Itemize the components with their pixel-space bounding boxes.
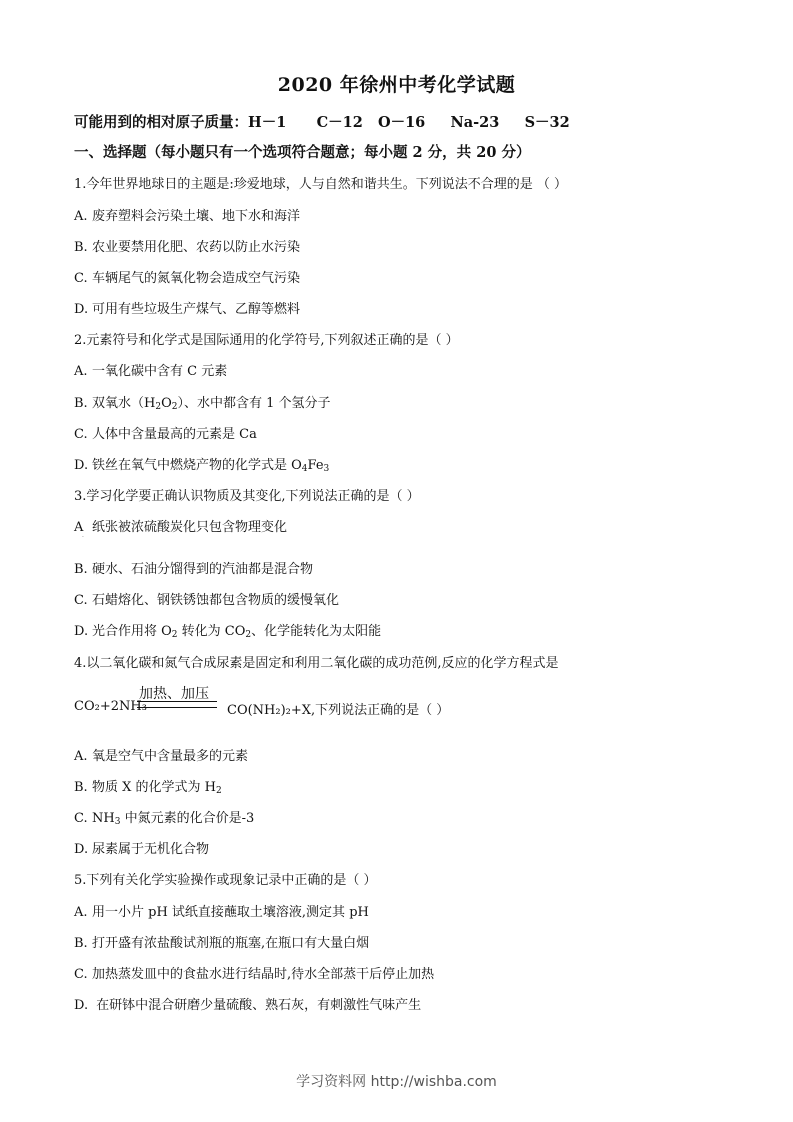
option-text: 车辆尾气的氮氧化物会造成空气污染 [92, 271, 301, 286]
question-3-option-d [74, 620, 381, 640]
question-1-stem: 1.今年世界地球日的主题是:珍爱地球，人与自然和谐共生。下列说法不合理的是 （ ） [74, 177, 568, 192]
option-text: 在研钵中混合研磨少量硫酸、熟石灰，有刺激性气味产生 [92, 998, 422, 1013]
question-5-option-a [74, 901, 369, 920]
subscript: 2 [171, 630, 178, 640]
question-4-option-c [74, 807, 254, 827]
option-text-post: ）、水中都含有 1 个氢分子 [177, 396, 331, 411]
subscript: 2 [245, 630, 252, 640]
question-2-option-c [74, 423, 257, 442]
question-2-option-a [74, 360, 227, 379]
option-label: C. [74, 967, 88, 982]
question-3-stem: 3.学习化学要正确认识物质及其变化,下列说法正确的是（ ） [74, 489, 420, 504]
option-text: 可用有些垃圾生产煤气、乙醇等燃料 [92, 302, 301, 317]
question-4-option-b [74, 776, 222, 796]
question-5-stem: 5.下列有关化学实验操作或现象记录中正确的是（ ） [74, 873, 377, 888]
question-4-option-a [74, 745, 248, 764]
question-3-option-b [74, 558, 313, 577]
option-label: C. [74, 811, 88, 826]
footer-watermark: 学习资料网 http://wishba.com [296, 1074, 497, 1090]
question-4-option-d [74, 838, 209, 857]
option-label: D. [74, 624, 89, 639]
option-text-pre: 物质 X 的化学式为 H [92, 780, 216, 795]
option-text: 人体中含量最高的元素是 Ca [92, 427, 257, 442]
question-1-option-b [74, 236, 300, 255]
option-text-post: 、化学能转化为太阳能 [251, 624, 382, 639]
question-5-option-b [74, 932, 369, 951]
option-label: B. [74, 562, 88, 577]
question-2-stem: 2.元素符号和化学式是国际通用的化学符号,下列叙述正确的是（ ） [74, 333, 459, 348]
subscript: 2 [171, 402, 178, 412]
equation-products: CO(NH₂)₂+X,下列说法正确的是（ ） [227, 703, 450, 718]
option-text: 用一小片 pH 试纸直接蘸取土壤溶液,测定其 pH [92, 905, 369, 920]
option-label: B. [74, 240, 88, 255]
option-text: 农业要禁用化肥、农药以防止水污染 [92, 240, 301, 255]
option-text-mid: 转化为 CO [177, 624, 246, 639]
option-text: 氧是空气中含量最多的元素 [92, 749, 249, 764]
option-label: A. [74, 905, 88, 920]
option-text: 加热蒸发皿中的食盐水进行结晶时,待水全部蒸干后停止加热 [92, 967, 435, 982]
option-label: B. [74, 780, 88, 795]
option-text-pre: 双氧水（H [92, 396, 156, 411]
question-2-option-d [74, 454, 329, 474]
option-text-pre: 光合作用将 O [92, 624, 172, 639]
option-label: D. [74, 458, 89, 473]
question-3-option-c [74, 589, 339, 608]
atomic-masses-line: 可能用到的相对原子质量：H－1 C－12 O－16 Na-23 S－32 [74, 114, 570, 131]
option-label: C. [74, 427, 88, 442]
option-text: 尿素属于无机化合物 [92, 842, 210, 857]
option-label: D. [74, 302, 89, 317]
option-label: D. [74, 842, 89, 857]
option-label: C. [74, 593, 88, 608]
page-title: 2020 年徐州中考化学试题 [277, 74, 516, 96]
option-label: C. [74, 271, 88, 286]
chemical-equation [74, 683, 674, 717]
option-text: 纸张被浓硫酸炭化只包含物理变化 [92, 520, 288, 535]
option-label: D. [74, 998, 89, 1013]
option-text-mid: Fe [307, 458, 324, 473]
option-text-mid: O [161, 396, 172, 411]
question-2-option-b [74, 392, 331, 412]
question-1-option-c [74, 267, 300, 286]
subscript: 3 [323, 464, 330, 474]
option-text: 打开盛有浓盐酸试剂瓶的瓶塞,在瓶口有大量白烟 [92, 936, 370, 951]
option-text: 废弃塑料会污染土壤、地下水和海洋 [92, 209, 301, 224]
option-label: B. [74, 396, 88, 411]
question-3-option-a [74, 516, 287, 535]
question-1-option-a [74, 205, 300, 224]
subscript: 3 [114, 817, 121, 827]
option-label: A. [74, 209, 88, 224]
subscript: 2 [216, 786, 222, 796]
stray-mark: · [82, 534, 84, 541]
subscript: 2 [155, 402, 162, 412]
equation-reactants: CO₂+2NH₃ [74, 699, 147, 714]
option-text-mid: 中氮元素的化合价是-3 [120, 811, 255, 826]
option-text: 石蜡熔化、钢铁锈蚀都包含物质的缓慢氧化 [92, 593, 340, 608]
option-label: B. [74, 936, 88, 951]
question-1-option-d [74, 298, 300, 317]
question-4-stem: 4.以二氧化碳和氮气合成尿素是固定和利用二氧化碳的成功范例,反应的化学方程式是 [74, 656, 559, 671]
option-text-pre: NH [92, 811, 115, 826]
question-5-option-d [74, 994, 421, 1013]
question-5-option-c [74, 963, 434, 982]
option-text: 硬水、石油分馏得到的汽油都是混合物 [92, 562, 314, 577]
option-label: A [74, 520, 84, 535]
reaction-condition: 加热、加压 [139, 686, 209, 702]
option-text: 一氧化碳中含有 C 元素 [92, 364, 228, 379]
option-label: A. [74, 749, 88, 764]
section-header: 一、选择题（每小题只有一个选项符合题意；每小题 2 分，共 20 分） [74, 144, 531, 161]
option-text-pre: 铁丝在氧气中燃烧产物的化学式是 O [92, 458, 302, 473]
option-label: A. [74, 364, 88, 379]
subscript: 4 [301, 464, 308, 474]
equals-sign [137, 701, 217, 708]
